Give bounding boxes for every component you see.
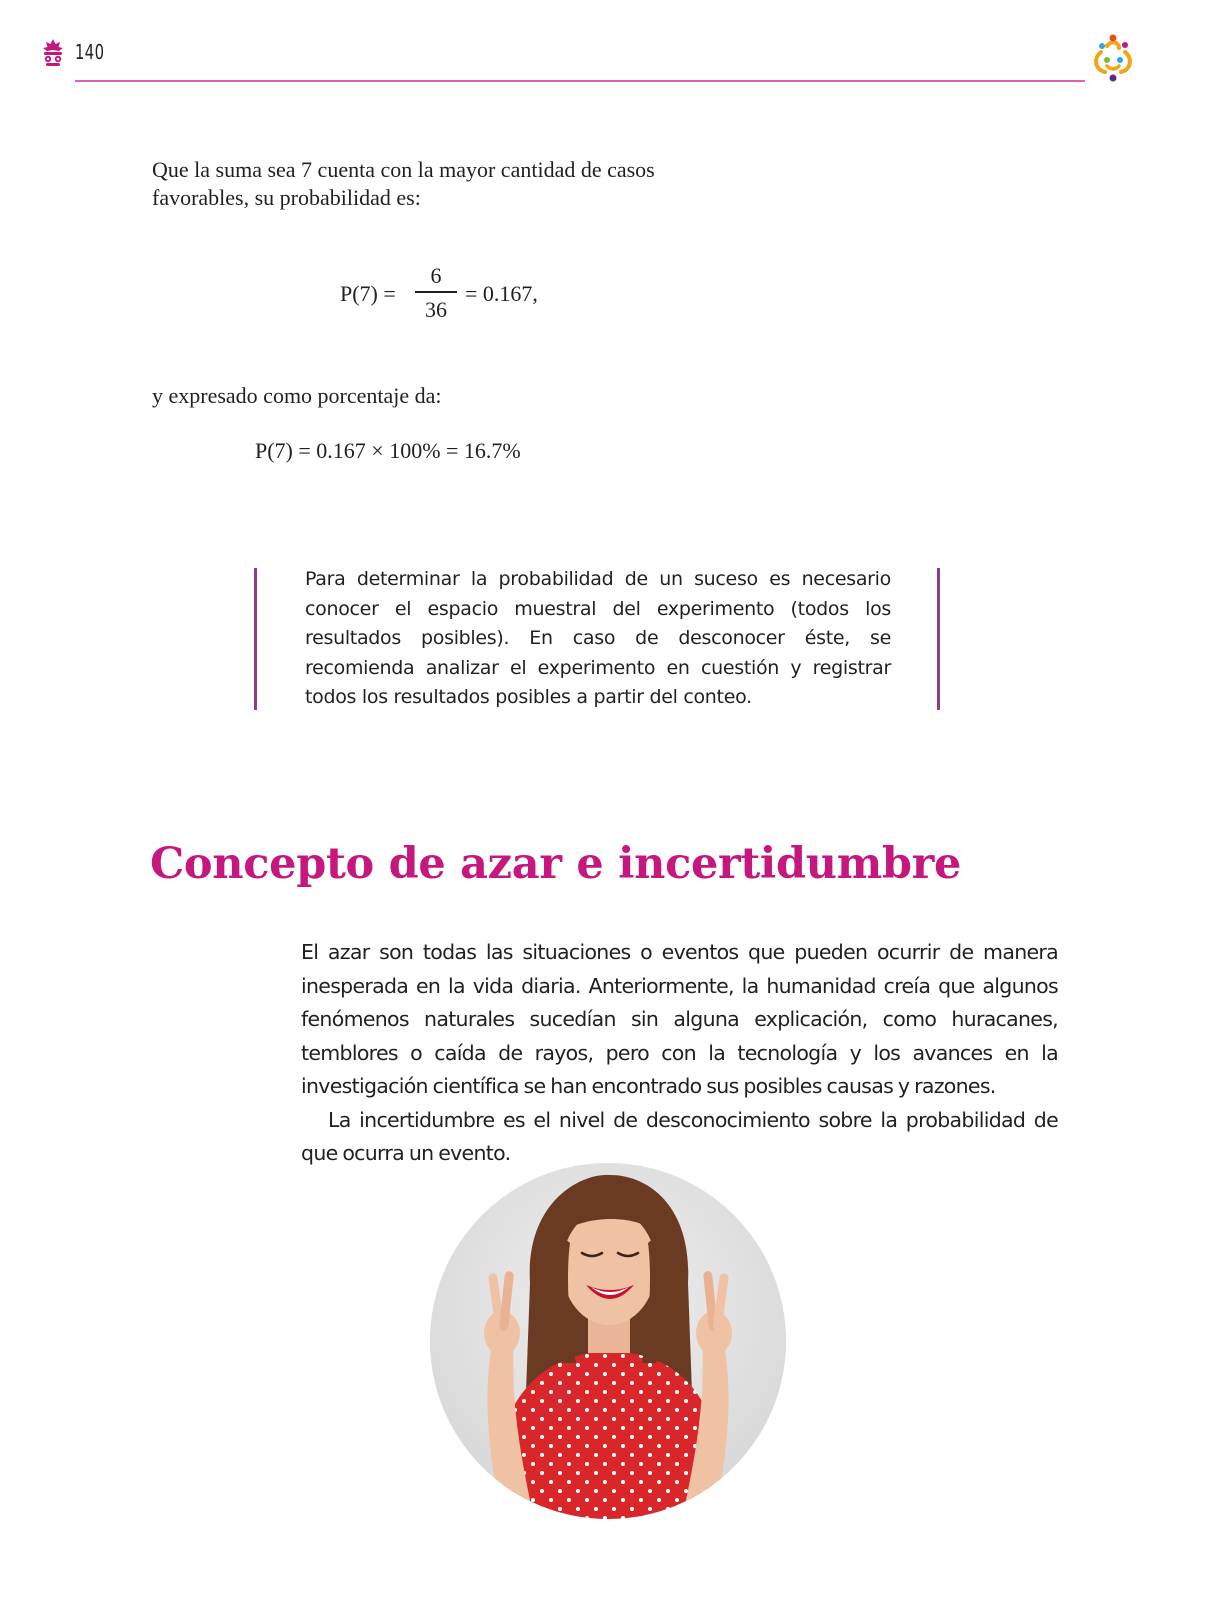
percent-intro: y expresado como porcentaje da: xyxy=(152,383,442,408)
fraction-numerator: 6 xyxy=(430,263,442,288)
formula-rhs: = 0.167, xyxy=(465,281,538,306)
section-body xyxy=(301,936,1058,1171)
note-text: Para determinar la probabilidad de un suceso es necesario conocer el espacio muestral del experimento (todos los resultados posibles). En caso de desconocer éste, se recomienda analizar el experimento en cuestión y registrar todos los resultados posibles a partir del conteo. xyxy=(305,568,891,708)
chance-paragraph: El azar son todas las situaciones o eventos que pueden ocurrir de manera inesperada en la vida diaria. Anteriormente, la humanidad creía que algunos fenómenos naturales sucedían sin alguna explicación, como huracanes, temblores o caída de rayos, pero con la tecnología y los avances en la investigación científica se han encontrado sus posibles causas y razones. xyxy=(301,940,1058,1098)
page-number: 140 xyxy=(75,40,105,64)
formula-lhs: P(7) = xyxy=(340,281,396,306)
note-left-bar xyxy=(254,568,257,710)
note-right-bar xyxy=(937,568,940,710)
fraction xyxy=(415,263,457,323)
section-title: Concepto de azar e incertidumbre xyxy=(150,839,962,889)
woman-crossing-fingers-photo xyxy=(430,1163,786,1519)
percentage-formula: P(7) = 0.167 × 100% = 16.7% xyxy=(255,438,521,463)
fraction-denominator: 36 xyxy=(425,296,447,322)
ornament-icon xyxy=(40,38,66,68)
brand-logo-icon xyxy=(1085,30,1141,86)
intro-paragraph: Que la suma sea 7 cuenta con la mayor cantidad de casos favorables, su probabilidad es: xyxy=(152,157,655,210)
uncertainty-paragraph: La incertidumbre es el nivel de desconocimiento sobre la probabilidad de que ocurra un evento. xyxy=(301,1107,1058,1165)
fraction-bar xyxy=(415,291,457,293)
header-rule xyxy=(75,80,1085,82)
